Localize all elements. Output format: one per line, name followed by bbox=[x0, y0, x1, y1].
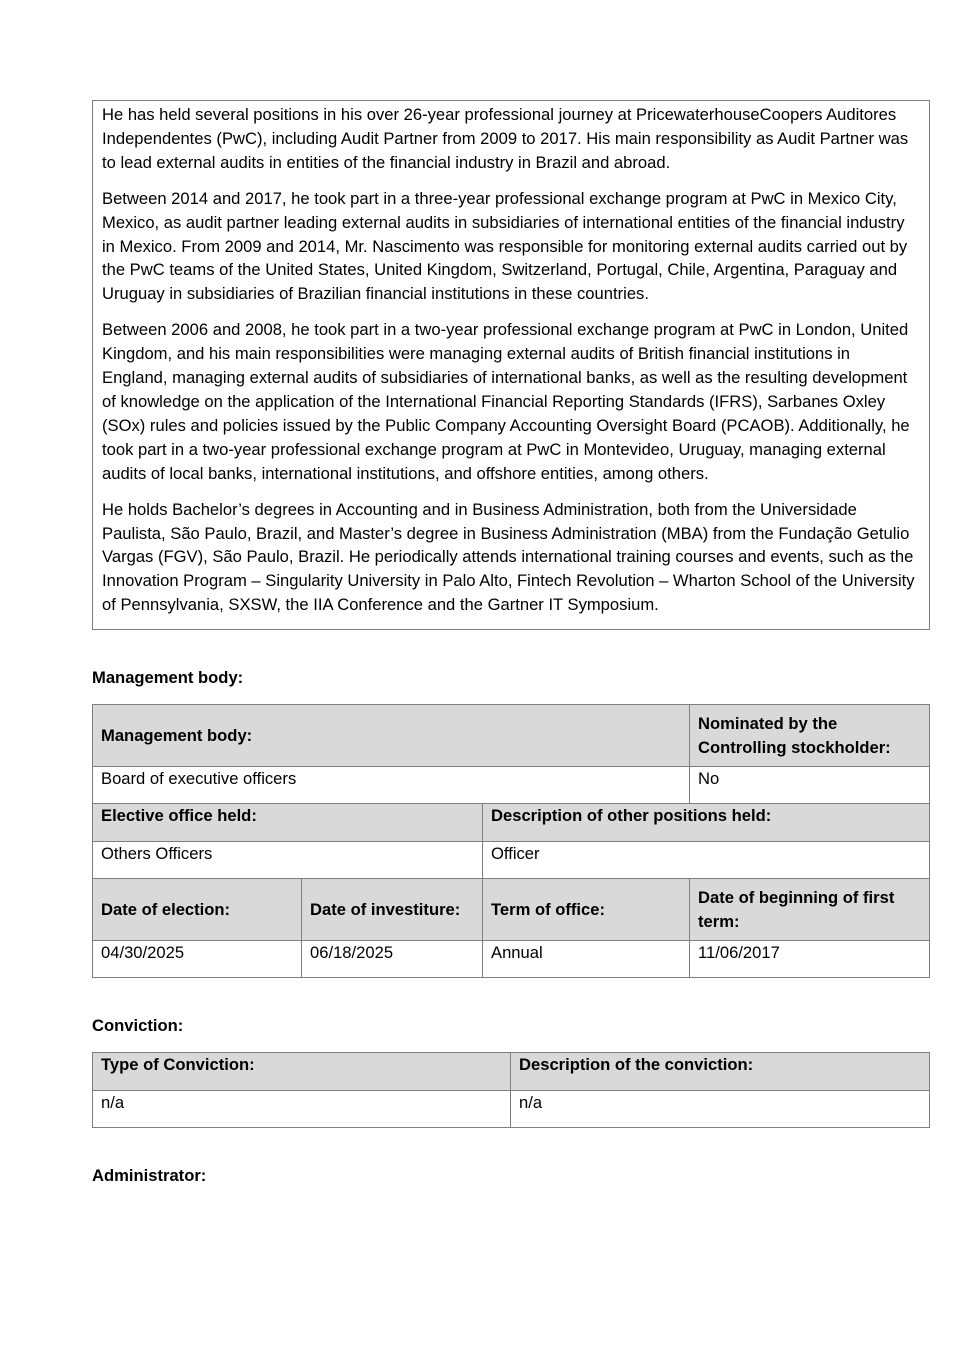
investiture-date-value: 06/18/2025 bbox=[302, 941, 483, 978]
document-page bbox=[92, 100, 930, 1186]
election-date-header: Date of election: bbox=[93, 879, 302, 941]
management-table bbox=[92, 704, 930, 978]
nominated-value: No bbox=[690, 767, 930, 804]
conviction-heading: Conviction: bbox=[92, 1016, 184, 1036]
table-row bbox=[93, 842, 930, 879]
nominated-header: Nominated by the Controlling stockholder: bbox=[690, 705, 930, 767]
table-row bbox=[93, 804, 930, 842]
elective-office-value: Others Officers bbox=[93, 842, 483, 879]
table-row bbox=[93, 941, 930, 978]
management-body-value: Board of executive officers bbox=[93, 767, 690, 804]
conviction-description-header: Description of the conviction: bbox=[511, 1053, 930, 1091]
table-row bbox=[93, 879, 930, 941]
election-date-value: 04/30/2025 bbox=[93, 941, 302, 978]
conviction-type-header: Type of Conviction: bbox=[93, 1053, 511, 1091]
other-positions-header: Description of other positions held: bbox=[483, 804, 930, 842]
term-value: Annual bbox=[483, 941, 690, 978]
table-row bbox=[93, 1053, 930, 1091]
first-term-value: 11/06/2017 bbox=[690, 941, 930, 978]
table-row bbox=[93, 767, 930, 804]
administrator-heading: Administrator: bbox=[92, 1166, 207, 1186]
term-header: Term of office: bbox=[483, 879, 690, 941]
bio-paragraph: He has held several positions in his over 26-year professional journey at PricewaterhouseCoopers Auditores Independentes (PwC), including Audit Partner from 2009 to 2017. His main responsibility as Audit Partner was to lead external audits in entities of the financial industry in Brazil and abroad. bbox=[102, 105, 909, 172]
conviction-type-value: n/a bbox=[93, 1091, 511, 1128]
investiture-date-header: Date of investiture: bbox=[302, 879, 483, 941]
elective-office-header: Elective office held: bbox=[93, 804, 483, 842]
other-positions-value: Officer bbox=[483, 842, 930, 879]
table-row bbox=[93, 705, 930, 767]
table-row bbox=[93, 1091, 930, 1128]
management-body-header: Management body: bbox=[93, 705, 690, 767]
conviction-description-value: n/a bbox=[511, 1091, 930, 1128]
biography-box bbox=[92, 100, 930, 630]
management-heading: Management body: bbox=[92, 668, 244, 688]
bio-paragraph: Between 2014 and 2017, he took part in a three-year professional exchange program at PwC in Mexico City, Mexico, as audit partner leading external audits in subsidiaries of international entities of the financial industry in Mexico. From 2009 and 2014, Mr. Nascimento was responsible for monitoring external audits carried out by the PwC teams of the United States, United Kingdom, Switzerland, Portugal, Chile, Argentina, Paraguay and Uruguay in subsidiaries of Brazilian financial institutions in these countries. bbox=[102, 188, 908, 304]
first-term-header: Date of beginning of first term: bbox=[690, 879, 930, 941]
bio-paragraph: Between 2006 and 2008, he took part in a two-year professional exchange program at PwC in London, United Kingdom, and his main responsibilities were managing external audits of British financial institutions in England, managing external audits of subsidiaries of international banks, as well as the resulting development of knowledge on the application of the International Financial Reporting Standards (IFRS), Sarbanes Oxley (SOx) rules and policies issued by the Public Company Accounting Oversight Board (PCAOB). Additionally, he took part in a two-year professional exchange program at PwC in Montevideo, Uruguay, managing external audits of local banks, international institutions, and offshore entities, among others. bbox=[102, 320, 910, 483]
bio-paragraph: He holds Bachelor’s degrees in Accounting and in Business Administration, both from the Universidade Paulista, São Paulo, Brazil, and Master’s degree in Business Administration (MBA) from the Fundação Getulio Vargas (FGV), São Paulo, Brazil. He periodically attends international training courses and events, such as the Innovation Program – Singularity University in Palo Alto, Fintech Revolution – Wharton School of the University of Pennsylvania, SXSW, the IIA Conference and the Gartner IT Symposium. bbox=[102, 499, 915, 615]
conviction-table bbox=[92, 1052, 930, 1128]
